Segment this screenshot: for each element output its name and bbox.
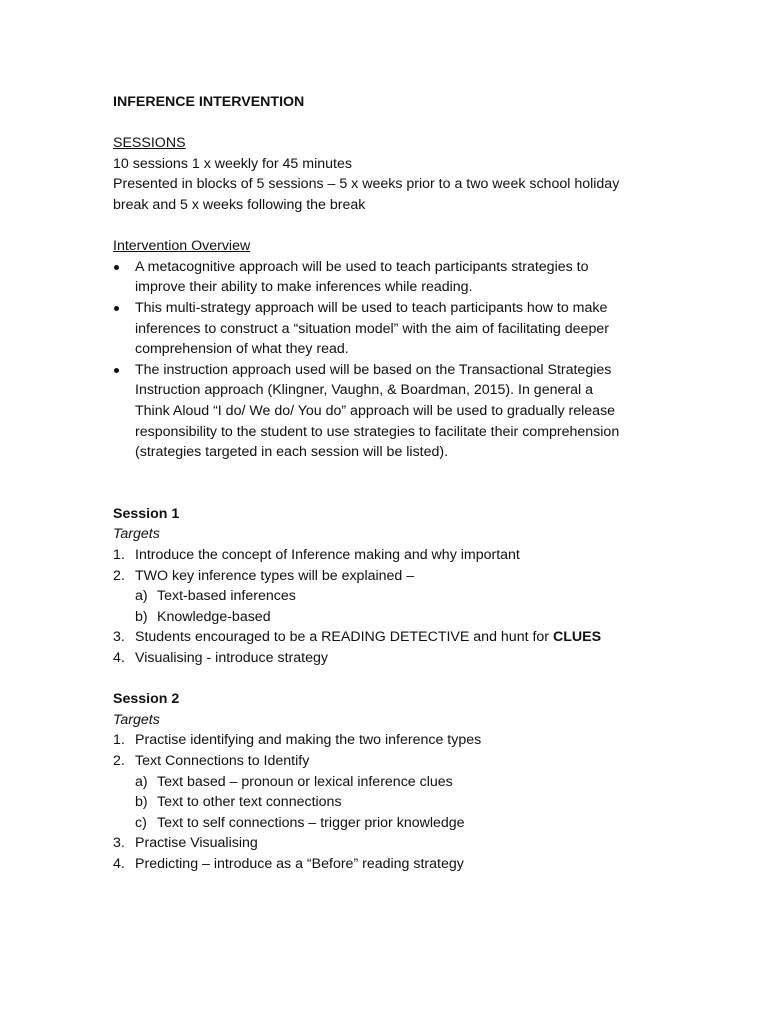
overview-heading: Intervention Overview — [113, 238, 251, 255]
sub-item — [135, 792, 653, 813]
sub-item-text: Text to self connections – trigger prior knowledge — [157, 814, 465, 831]
sub-item-letter: b) — [135, 608, 148, 625]
session-2-item-4 — [113, 854, 653, 875]
overview-bullet-3 — [113, 360, 653, 463]
item-text: Practise Visualising — [135, 835, 258, 852]
session-1-item-2 — [113, 566, 653, 628]
item-text: Predicting – introduce as a “Before” reading strategy — [135, 855, 464, 872]
sub-item — [135, 586, 653, 607]
document-title: INFERENCE INTERVENTION — [113, 94, 305, 110]
bullet-dot-icon — [114, 265, 119, 270]
sessions-line-2: Presented in blocks of 5 sessions – 5 x weeks prior to a two week school holiday — [113, 176, 620, 193]
bullet-dot-icon — [114, 306, 119, 311]
session-1-item-4 — [113, 648, 653, 669]
session-2-heading: Session 2 — [113, 691, 180, 708]
sessions-heading: SESSIONS — [113, 135, 186, 152]
item-number: 3. — [113, 835, 125, 852]
sub-item-letter: c) — [135, 814, 147, 831]
item-text: Students encouraged to be a READING DETECTIVE and hunt for — [135, 629, 553, 646]
overview-bullet-3-line-2: Instruction approach (Klingner, Vaughn, & Boardman, 2015). In general a — [135, 382, 593, 399]
sub-item-text: Text based – pronoun or lexical inference clues — [157, 773, 453, 790]
sessions-line-1: 10 sessions 1 x weekly for 45 minutes — [113, 155, 352, 172]
item-number: 1. — [113, 547, 125, 564]
overview-bullet-1 — [113, 257, 653, 298]
sub-item — [135, 772, 653, 793]
overview-bullet-1-line-2: improve their ability to make inferences while reading. — [135, 279, 473, 296]
item-text-emphasis: CLUES — [552, 629, 602, 646]
item-number: 4. — [113, 855, 125, 872]
sub-item-text: Text to other text connections — [157, 794, 342, 811]
session-1-item-1 — [113, 545, 653, 566]
item-text: Visualising - introduce strategy — [135, 650, 328, 667]
item-number: 3. — [113, 629, 125, 646]
item-number: 2. — [113, 753, 125, 769]
session-1-target-list — [113, 545, 653, 669]
sub-item-text: Knowledge-based — [157, 608, 271, 625]
session-2-item-3 — [113, 833, 653, 854]
item-text: Introduce the concept of Inference making and why important — [135, 547, 520, 564]
session-1-item-2-sublist — [135, 586, 653, 627]
session-1-item-3 — [113, 627, 653, 648]
overview-bullet-2 — [113, 298, 653, 360]
session-2-item-2-sublist — [135, 772, 653, 834]
sub-item-letter: a) — [135, 588, 148, 605]
item-text: Text Connections to Identify — [135, 753, 310, 769]
session-1-targets-label: Targets — [113, 526, 160, 543]
overview-bullet-2-line-1: This multi-strategy approach will be used to teach participants how to make — [135, 299, 608, 316]
overview-bullet-3-line-5: (strategies targeted in each session will be listed). — [135, 444, 449, 461]
item-number: 2. — [113, 567, 125, 584]
overview-bullet-2-line-2: inferences to construct a “situation model” with the aim of facilitating deeper — [135, 320, 609, 337]
overview-bullet-2-line-3: comprehension of what they read. — [135, 341, 349, 358]
sub-item-text: Text-based inferences — [157, 588, 296, 605]
session-1-heading: Session 1 — [113, 505, 180, 522]
bullet-dot-icon — [114, 368, 119, 373]
session-2-target-list — [113, 730, 653, 874]
sub-item-letter: a) — [135, 773, 148, 790]
overview-bullet-3-line-3: Think Aloud “I do/ We do/ You do” approach will be used to gradually release — [135, 402, 616, 419]
session-2-item-1 — [113, 730, 653, 751]
overview-bullet-list — [113, 257, 653, 463]
document-content — [113, 92, 653, 875]
sub-item — [135, 607, 653, 628]
sessions-line-3: break and 5 x weeks following the break — [113, 196, 366, 213]
overview-bullet-1-line-1: A metacognitive approach will be used to teach participants strategies to — [135, 258, 589, 275]
session-2-targets-label: Targets — [113, 711, 160, 728]
item-text: Practise identifying and making the two inference types — [135, 732, 482, 749]
sub-item — [135, 813, 653, 834]
overview-bullet-3-line-4: responsibility to the student to use strategies to facilitate their comprehension — [135, 423, 620, 440]
item-number: 1. — [113, 732, 125, 749]
item-text: TWO key inference types will be explained – — [135, 567, 415, 584]
session-2-item-2 — [113, 751, 653, 833]
item-number: 4. — [113, 650, 125, 667]
sub-item-letter: b) — [135, 794, 148, 811]
overview-bullet-3-line-1: The instruction approach used will be based on the Transactional Strategies — [135, 361, 612, 378]
